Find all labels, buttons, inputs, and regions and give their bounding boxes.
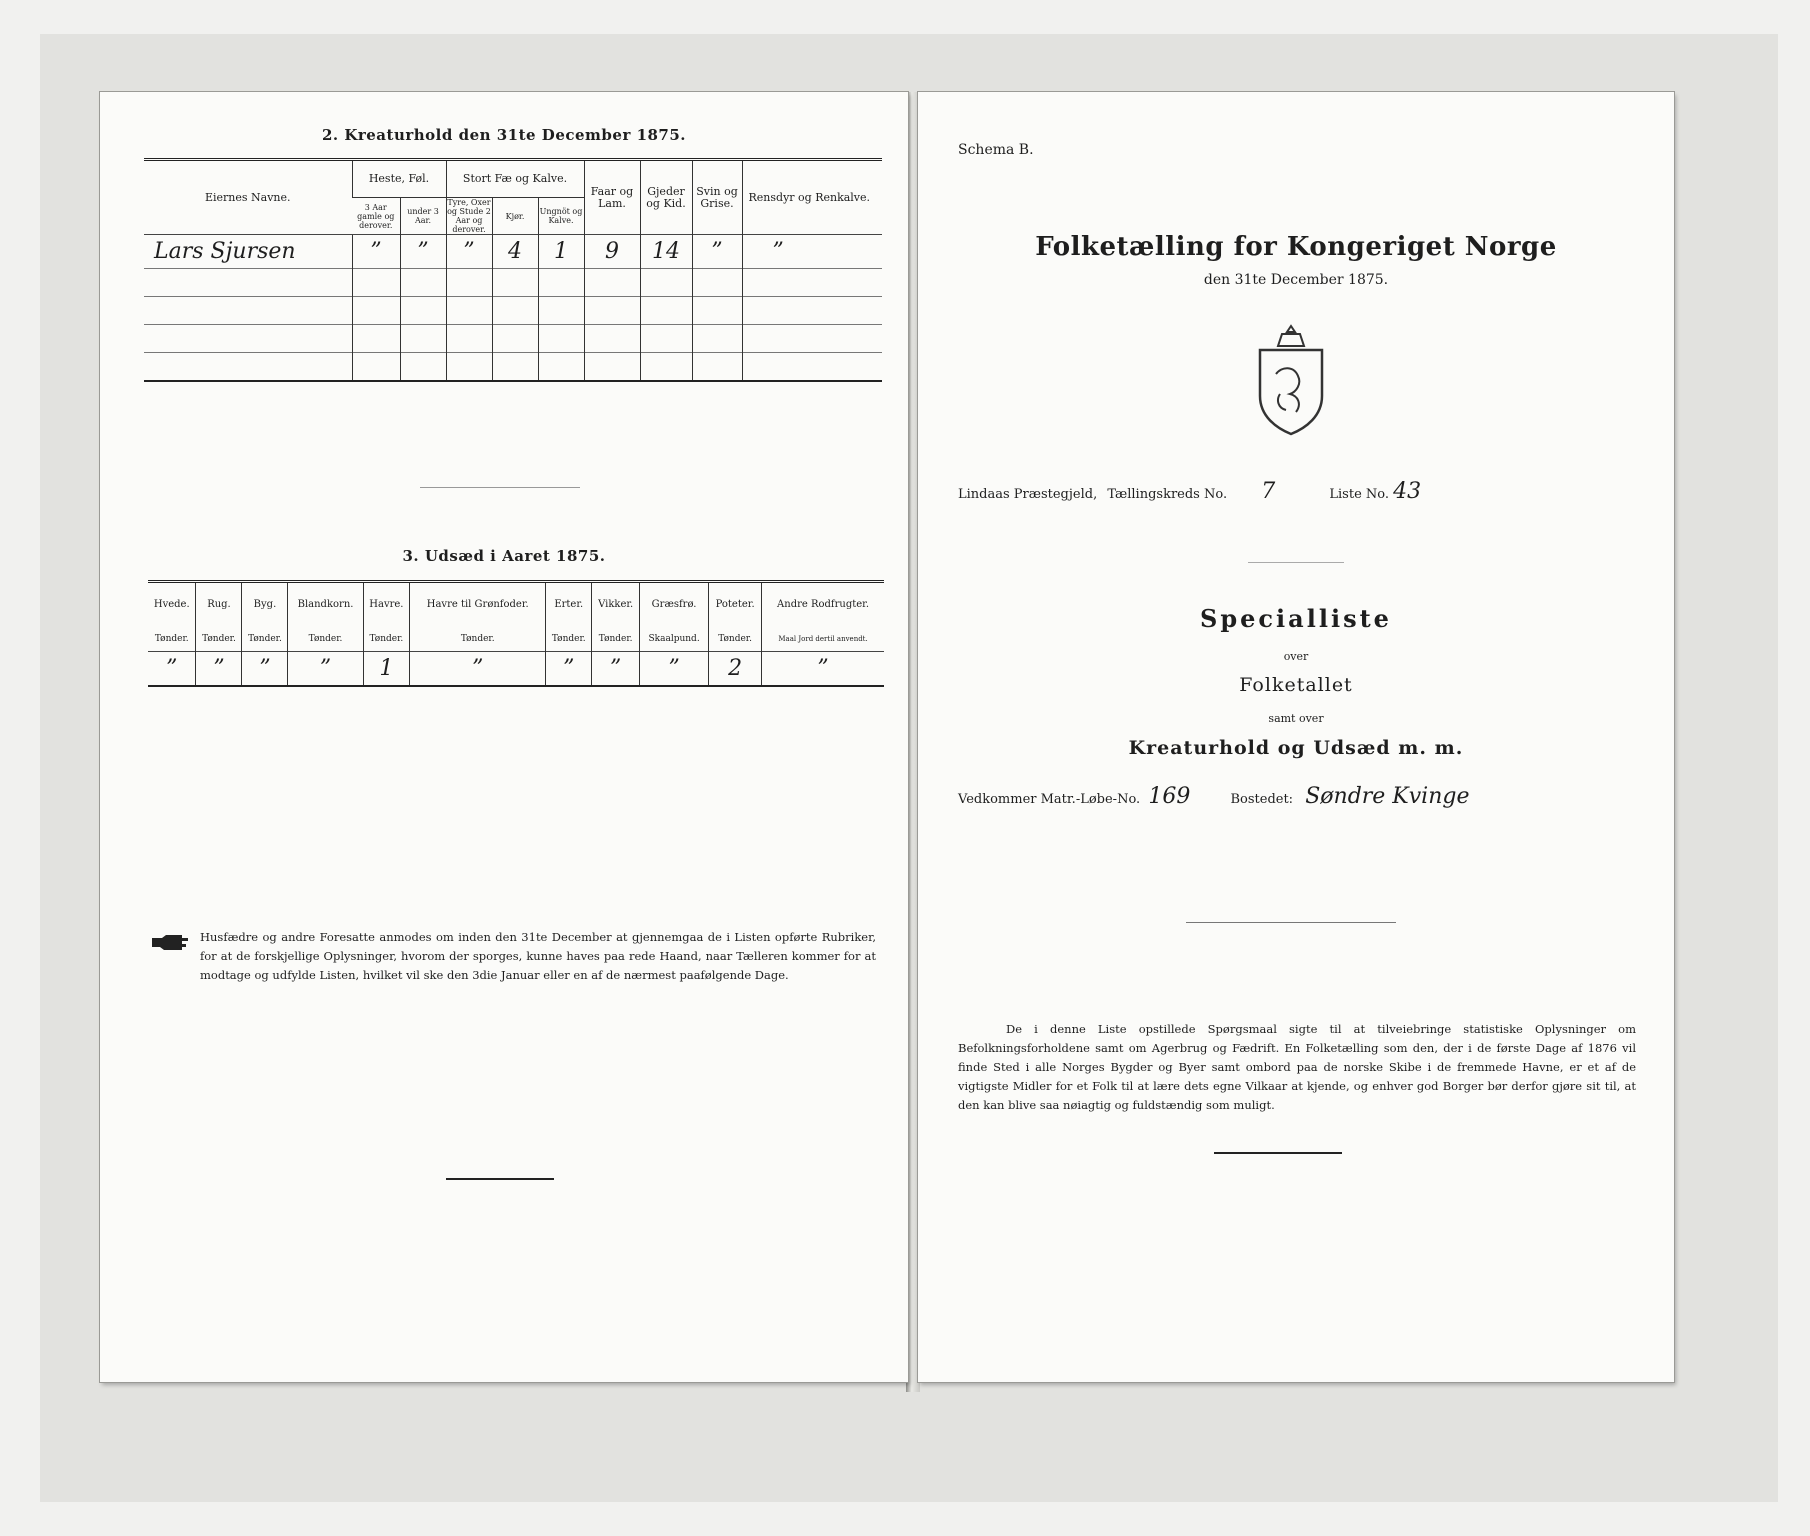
- seed-cell: ”: [148, 652, 196, 687]
- list-value: 43: [1393, 479, 1422, 504]
- seed-cell: ”: [410, 652, 546, 687]
- pointing-hand-icon: [150, 932, 190, 954]
- seed-col-header: Poteter.: [709, 582, 762, 628]
- district-value: 7: [1261, 479, 1276, 504]
- page-title: Folketælling for Kongeriget Norge: [1035, 232, 1557, 262]
- table-row: [144, 269, 882, 297]
- divider: [1186, 922, 1396, 923]
- coat-of-arms-icon: [1246, 324, 1336, 438]
- over-label: over: [1283, 650, 1309, 663]
- seed-col-unit: Tønder.: [154, 633, 189, 644]
- seed-col-header: Byg.: [242, 582, 288, 628]
- cell-reindeer: ”: [742, 235, 882, 269]
- seed-col-header: Hvede.: [148, 582, 196, 628]
- parish-line: [958, 479, 1421, 504]
- col-cattle: Stort Fæ og Kalve.: [446, 160, 584, 198]
- sub-horses-young: under 3 Aar.: [400, 198, 446, 235]
- left-page: [100, 92, 908, 1382]
- bosted-label: Bostedet:: [1230, 792, 1294, 807]
- seed-col-unit: Tønder.: [410, 628, 546, 652]
- owner-name: Lars Sjursen: [144, 235, 352, 269]
- schema-label: Schema B.: [958, 142, 1034, 158]
- matr-label: Vedkommer Matr.-Løbe-No.: [958, 792, 1141, 807]
- seed-cell: 1: [363, 652, 410, 687]
- seed-cell: ”: [546, 652, 592, 687]
- seed-title: 3. Udsæd i Aaret 1875.: [402, 547, 606, 565]
- seed-cell: ”: [592, 652, 640, 687]
- cell-horses-young: ”: [400, 235, 446, 269]
- seed-col-header: Vikker.: [592, 582, 640, 628]
- seed-col-unit: Tønder.: [196, 628, 242, 652]
- right-page: [918, 92, 1674, 1382]
- table-row: [144, 353, 882, 382]
- cell-pigs: ”: [692, 235, 742, 269]
- seed-table: [148, 580, 884, 687]
- seed-col-unit: Tønder.: [709, 628, 762, 652]
- seed-cell: ”: [640, 652, 709, 687]
- info-paragraph: De i denne Liste opstillede Spørgsmaal sigte til at tilveiebringe statistiske Oplysninger om Befolkningsforholdene samt om Agerbrug og Fædrift. En Folketælling som den, der i de første Dage af 1876 vil finde Sted i alle Norges Bygder og Byer samt ombord paa de norske Skibe i de fremmede Havne, er et af de vigtigste Midler for et Folk til at lære dets egne Vilkaar at kjende, og enhver god Borger bør derfor gjøre sit til, at den kan blive saa nøiagtig og fuldstændig som muligt.: [958, 1022, 1636, 1112]
- seed-col-unit: Tønder.: [242, 628, 288, 652]
- seed-col-header: Havre.: [363, 582, 410, 628]
- cell-calves: 1: [538, 235, 584, 269]
- col-owner: Eiernes Navne.: [144, 160, 352, 235]
- folketallet-label: Folketallet: [1239, 674, 1353, 696]
- seed-col-header: Græsfrø.: [640, 582, 709, 628]
- seed-col-header: Havre til Grønfoder.: [410, 582, 546, 628]
- col-goats: Gjeder og Kid.: [640, 160, 692, 235]
- col-reindeer: Rensdyr og Renkalve.: [742, 160, 882, 235]
- parish-label: Lindaas Præstegjeld,: [958, 487, 1098, 502]
- seed-col-header: Andre Rodfrugter.: [762, 582, 884, 628]
- special-heading: Specialliste: [1200, 604, 1392, 633]
- seed-cell: ”: [196, 652, 242, 687]
- cell-bulls: ”: [446, 235, 492, 269]
- seed-cell: ”: [242, 652, 288, 687]
- notice-text: Husfædre og andre Foresatte anmodes om inden den 31te December at gjennemgaa de i Listen opførte Rubriker, for at de forskjellige Oplysninger, hvorom der sporges, kunne haves paa rede Haand, naar Tælleren kommer for at modtage og udfylde Listen, hvilket vil ske den 3die Januar eller en af de nærmest paafølgende Dage.: [200, 930, 876, 982]
- col-horses: Heste, Føl.: [352, 160, 446, 198]
- samt-over-label: samt over: [1268, 712, 1324, 725]
- seed-cell: ”: [288, 652, 363, 687]
- sub-horses-old: 3 Aar gamle og derover.: [352, 198, 400, 235]
- cell-horses-old: ”: [352, 235, 400, 269]
- divider: [1214, 1152, 1342, 1154]
- seed-col-unit: Tønder.: [363, 628, 410, 652]
- cell-cows: 4: [492, 235, 538, 269]
- table-row: [144, 235, 882, 269]
- col-sheep: Faar og Lam.: [584, 160, 640, 235]
- table-row: [144, 297, 882, 325]
- divider: [446, 1178, 554, 1180]
- cell-sheep: 9: [584, 235, 640, 269]
- list-label: Liste No.: [1329, 487, 1390, 502]
- divider: [1248, 562, 1344, 563]
- divider: [420, 487, 580, 488]
- seed-cell: ”: [762, 652, 884, 687]
- seed-cell: 2: [709, 652, 762, 687]
- seed-col-header: Erter.: [546, 582, 592, 628]
- seed-col-unit: Tønder.: [546, 628, 592, 652]
- matr-value: 169: [1148, 784, 1191, 809]
- district-label: Tællingskreds No.: [1107, 487, 1228, 502]
- seed-col-unit: Maal Jord dertil anvendt.: [762, 628, 884, 652]
- sub-cows: Kjør.: [492, 198, 538, 235]
- seed-col-unit: Tønder.: [288, 628, 363, 652]
- bosted-value: Søndre Kvinge: [1305, 784, 1470, 809]
- col-pigs: Svin og Grise.: [692, 160, 742, 235]
- table-row: [144, 325, 882, 353]
- seed-col-header: Blandkorn.: [288, 582, 363, 628]
- sub-calves: Ungnöt og Kalve.: [538, 198, 584, 235]
- sub-bulls: Tyre, Oxer og Stude 2 Aar og derover.: [447, 198, 491, 234]
- kreaturhold-label: Kreaturhold og Udsæd m. m.: [1128, 737, 1464, 759]
- seed-col-header: Rug.: [196, 582, 242, 628]
- table-row: [148, 652, 884, 687]
- page-subtitle: den 31te December 1875.: [1203, 272, 1389, 288]
- seed-col-unit: Tønder.: [592, 628, 640, 652]
- cell-goats: 14: [640, 235, 692, 269]
- matr-line: [958, 784, 1469, 809]
- livestock-title: 2. Kreaturhold den 31te December 1875.: [321, 126, 687, 144]
- seed-col-unit: Skaalpund.: [640, 628, 709, 652]
- livestock-table: [144, 158, 882, 382]
